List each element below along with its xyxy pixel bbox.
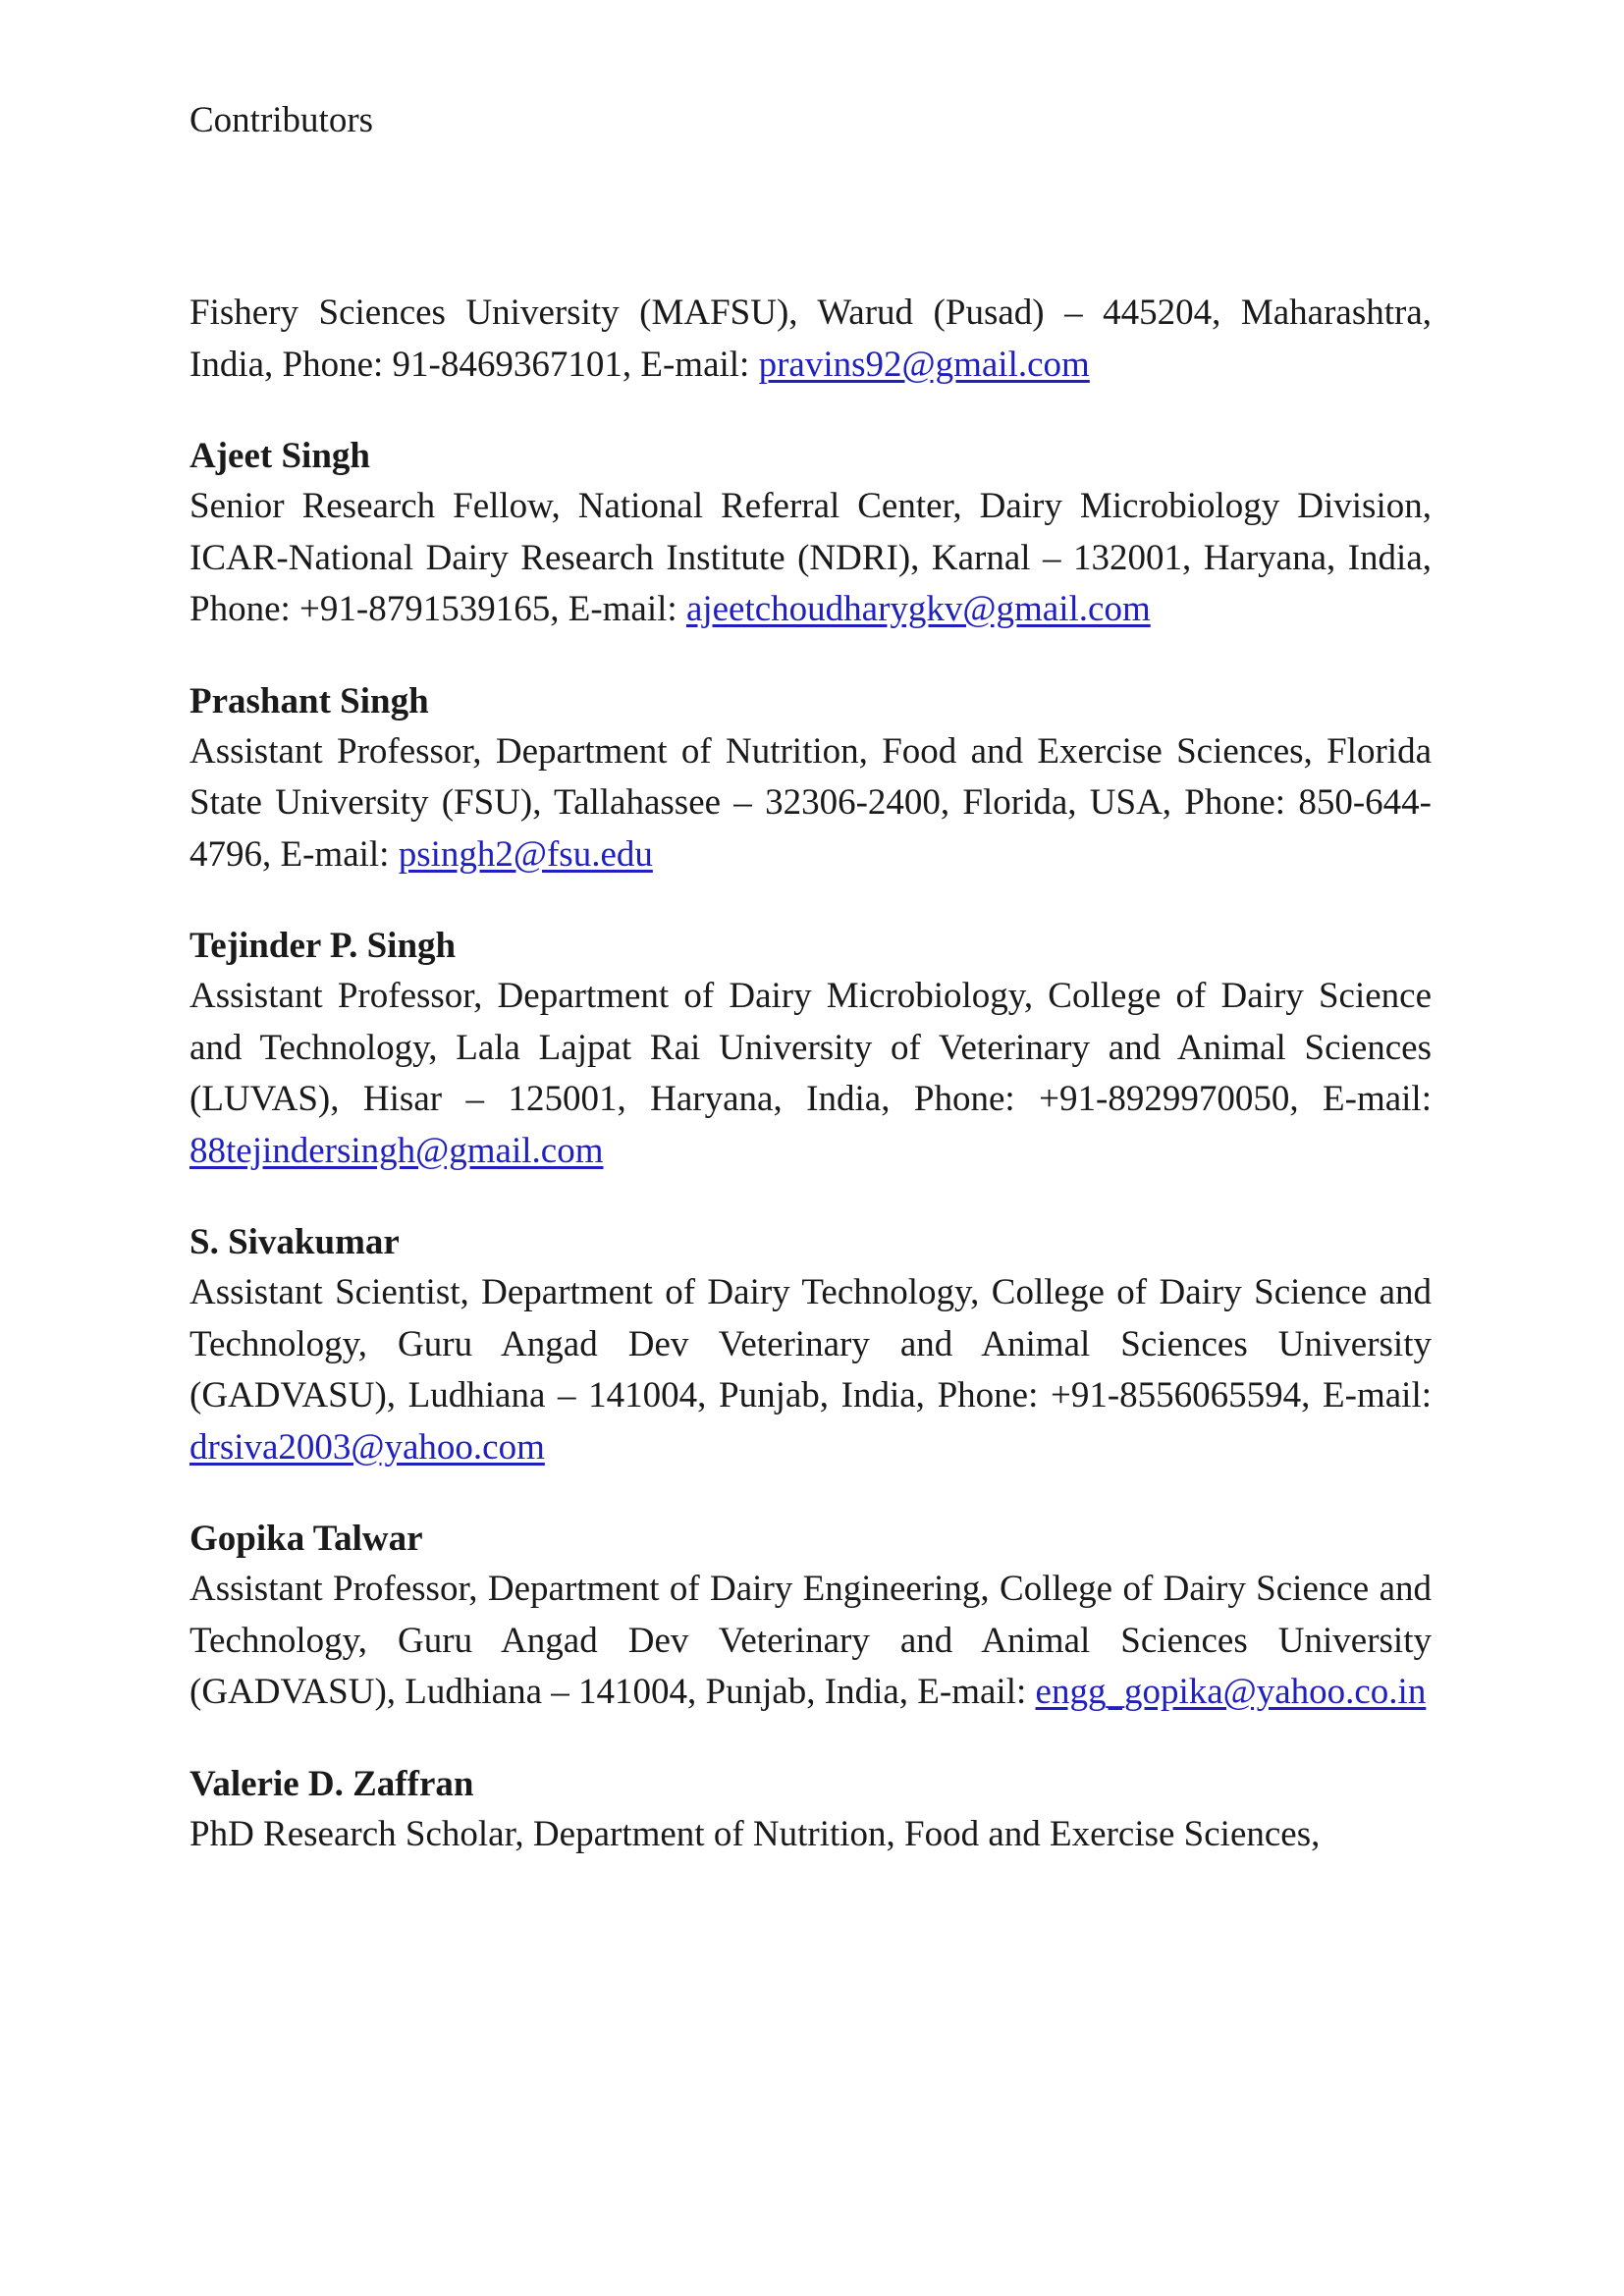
email-link[interactable]: psingh2@fsu.edu — [398, 833, 653, 875]
entry-affiliation — [189, 1267, 1432, 1473]
contributors-list — [189, 288, 1432, 1901]
contributor-name: Gopika Talwar — [189, 1519, 423, 1559]
entry-affiliation — [189, 288, 1432, 391]
affiliation-text: Fishery Sciences University (MAFSU), Warud (Pusad) – 445204, Maharashtra, India, Phone: 91-8469367101, E-mail: — [189, 293, 1432, 385]
contributor-entry — [189, 1515, 1432, 1719]
entry-affiliation — [189, 726, 1432, 881]
running-header: Contributors — [189, 100, 374, 140]
contributor-entry — [189, 677, 1432, 881]
contributor-name: Ajeet Singh — [189, 436, 370, 476]
contributor-entry — [189, 922, 1432, 1177]
contributor-name: S. Sivakumar — [189, 1222, 400, 1262]
affiliation-text: PhD Research Scholar, Department of Nutrition, Food and Exercise Sciences, — [189, 1813, 1321, 1854]
entry-affiliation — [189, 971, 1432, 1177]
affiliation-text: Assistant Professor, Department of Dairy Microbiology, College of Dairy Science and Technology, Lala Lajpat Rai University of Veterinary and Animal Sciences (LUVAS), Hisar – 125001, Haryana, India, Phone: +91-8929970050, E-mail: — [189, 976, 1432, 1119]
contributor-entry — [189, 1760, 1432, 1861]
email-link[interactable]: pravins92@gmail.com — [758, 344, 1090, 385]
affiliation-text: Assistant Professor, Department of Dairy Engineering, College of Dairy Science and Technology, Guru Angad Dev Veterinary and Animal Sciences University (GADVASU), Ludhiana – 141004, Punjab, India, E-mail: — [189, 1569, 1432, 1712]
email-link[interactable]: ajeetchoudharygkv@gmail.com — [685, 589, 1151, 629]
entry-affiliation — [189, 481, 1432, 636]
contributor-entry — [189, 432, 1432, 636]
contributor-name: Tejinder P. Singh — [189, 926, 457, 966]
affiliation-text: Assistant Professor, Department of Nutrition, Food and Exercise Sciences, Florida State University (FSU), Tallahassee – 32306-2400, Florida, USA, Phone: 850-644-4796, E-mail: — [189, 730, 1432, 875]
continued-entry — [189, 288, 1432, 391]
contributor-name: Prashant Singh — [189, 680, 429, 721]
email-link[interactable]: 88tejindersingh@gmail.com — [189, 1130, 604, 1171]
contributor-entry — [189, 1218, 1432, 1473]
affiliation-text: Senior Research Fellow, National Referral Center, Dairy Microbiology Division, ICAR-National Dairy Research Institute (NDRI), Karnal – 132001, Haryana, India, Phone: +91-8791539165, E-mail: — [189, 486, 1432, 629]
entry-affiliation — [189, 1564, 1432, 1719]
affiliation-text: Assistant Scientist, Department of Dairy Technology, College of Dairy Science and Technology, Guru Angad Dev Veterinary and Animal Sciences University (GADVASU), Ludhiana – 141004, Punjab, India, Phone: +91-8556065594, E-mail: — [189, 1272, 1432, 1415]
email-link[interactable]: engg_gopika@yahoo.co.in — [1035, 1672, 1427, 1712]
contributor-name: Valerie D. Zaffran — [189, 1763, 474, 1804]
email-link[interactable]: drsiva2003@yahoo.com — [189, 1426, 545, 1468]
entry-affiliation — [189, 1809, 1432, 1861]
